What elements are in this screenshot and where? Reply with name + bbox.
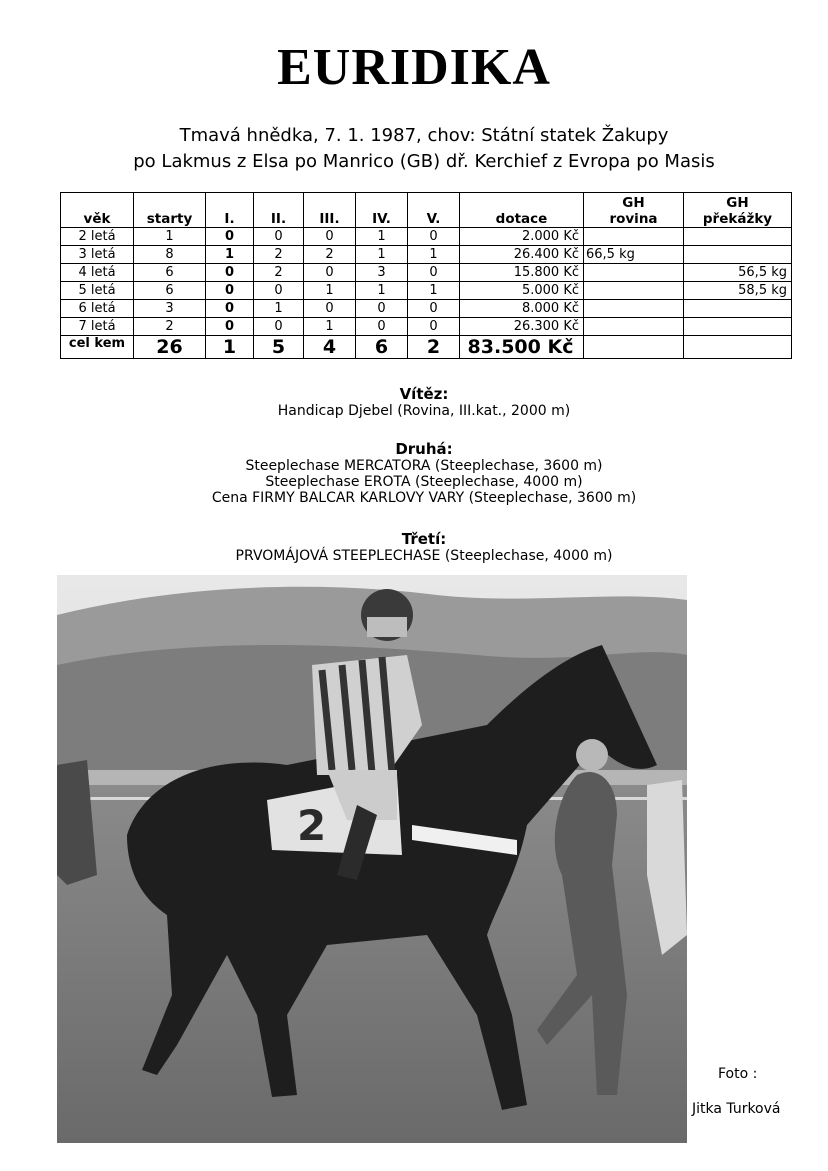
cell-gh-flat <box>584 282 684 300</box>
subtitle-pedigree: po Lakmus z Elsa po Manrico (GB) dř. Kerchief z Evropa po Masis <box>133 151 715 172</box>
cell-p4: 0 <box>356 300 408 318</box>
cell-p4: 0 <box>356 318 408 336</box>
cell-p3: 4 <box>304 336 356 359</box>
table-header <box>61 193 792 228</box>
cell-p3: 1 <box>304 282 356 300</box>
header-gh-flat <box>584 193 684 228</box>
second-race-1: Steeplechase MERCATORA (Steeplechase, 3600 m) <box>245 458 603 474</box>
cell-p2: 2 <box>254 246 304 264</box>
cell-prize: 26.300 Kč <box>460 318 584 336</box>
cell-p1: 1 <box>206 246 254 264</box>
cell-gh-flat: 66,5 kg <box>584 246 684 264</box>
cell-p5: 1 <box>408 246 460 264</box>
photo-credit-author: Jitka Turková <box>692 1101 781 1117</box>
third-section <box>0 530 828 564</box>
cell-age: 5 letá <box>61 282 134 300</box>
cell-p3: 0 <box>304 300 356 318</box>
cell-p1: 0 <box>206 264 254 282</box>
table-row <box>61 264 792 282</box>
second-heading: Druhá: <box>395 440 453 458</box>
horse-photo <box>57 575 687 1143</box>
cell-prize: 8.000 Kč <box>460 300 584 318</box>
cell-p5: 0 <box>408 300 460 318</box>
cell-p4: 1 <box>356 228 408 246</box>
cell-p5: 1 <box>408 282 460 300</box>
cell-p3: 0 <box>304 228 356 246</box>
cell-p2: 0 <box>254 318 304 336</box>
third-race-1: PRVOMÁJOVÁ STEEPLECHASE (Steeplechase, 4000 m) <box>235 548 613 564</box>
cell-gh-jump <box>684 228 792 246</box>
horse-photo-illustration <box>57 575 687 1143</box>
cell-gh-flat <box>584 336 684 359</box>
cell-p2: 5 <box>254 336 304 359</box>
cell-p4: 3 <box>356 264 408 282</box>
cell-p3: 0 <box>304 264 356 282</box>
cell-gh-flat <box>584 300 684 318</box>
cell-gh-jump: 58,5 kg <box>684 282 792 300</box>
table-row <box>61 246 792 264</box>
winner-heading: Vítěz: <box>399 385 449 403</box>
cell-starts: 1 <box>134 228 206 246</box>
cell-prize: 5.000 Kč <box>460 282 584 300</box>
table-total-row <box>61 336 792 359</box>
header-gh-jump <box>684 193 792 228</box>
cell-starts: 8 <box>134 246 206 264</box>
cell-p2: 1 <box>254 300 304 318</box>
second-race-3: Cena FIRMY BALCAR KARLOVY VARY (Steeplechase, 3600 m) <box>211 490 637 506</box>
cell-gh-flat <box>584 318 684 336</box>
cell-starts: 26 <box>134 336 206 359</box>
table-row <box>61 300 792 318</box>
cell-p5: 0 <box>408 228 460 246</box>
cell-p1: 0 <box>206 228 254 246</box>
horse-name: EURIDIKA <box>277 39 551 96</box>
cell-p5: 0 <box>408 318 460 336</box>
header-gh-jump-line1: GH <box>726 195 749 211</box>
winner-section <box>0 385 828 419</box>
table-row <box>61 228 792 246</box>
table-row <box>61 282 792 300</box>
cell-prize: 2.000 Kč <box>460 228 584 246</box>
header-gh-flat-line2: rovina <box>609 211 658 227</box>
cell-p4: 1 <box>356 282 408 300</box>
cell-age: 7 letá <box>61 318 134 336</box>
cell-p1: 0 <box>206 318 254 336</box>
header-starts: starty <box>134 193 206 228</box>
winner-race-1: Handicap Djebel (Rovina, III.kat., 2000 m) <box>277 403 571 419</box>
cell-age: 6 letá <box>61 300 134 318</box>
header-third: III. <box>304 193 356 228</box>
cell-p2: 0 <box>254 228 304 246</box>
header-gh-jump-line2: překážky <box>702 211 773 227</box>
cell-prize: 83.500 Kč <box>460 336 584 359</box>
cell-starts: 2 <box>134 318 206 336</box>
cell-prize: 26.400 Kč <box>460 246 584 264</box>
cell-gh-jump <box>684 336 792 359</box>
cell-p4: 6 <box>356 336 408 359</box>
cell-p1: 0 <box>206 300 254 318</box>
cell-p5: 2 <box>408 336 460 359</box>
cell-gh-flat <box>584 228 684 246</box>
third-heading: Třetí: <box>401 530 447 548</box>
cell-starts: 3 <box>134 300 206 318</box>
cell-p1: 0 <box>206 282 254 300</box>
race-stats-table <box>60 192 792 359</box>
second-section <box>0 440 828 506</box>
header-fifth: V. <box>408 193 460 228</box>
cell-p5: 0 <box>408 264 460 282</box>
cell-starts: 6 <box>134 264 206 282</box>
cell-gh-jump <box>684 300 792 318</box>
cell-gh-jump <box>684 318 792 336</box>
svg-text:2: 2 <box>297 801 327 850</box>
cell-age: cel kem <box>61 336 134 359</box>
cell-age: 2 letá <box>61 228 134 246</box>
header-prize: dotace <box>460 193 584 228</box>
cell-p2: 2 <box>254 264 304 282</box>
cell-starts: 6 <box>134 282 206 300</box>
cell-p1: 1 <box>206 336 254 359</box>
cell-p4: 1 <box>356 246 408 264</box>
cell-p3: 1 <box>304 318 356 336</box>
second-race-2: Steeplechase EROTA (Steeplechase, 4000 m) <box>265 474 583 490</box>
subtitle-breeding: Tmavá hnědka, 7. 1. 1987, chov: Státní statek Žakupy <box>179 125 669 146</box>
header-first: I. <box>206 193 254 228</box>
header-second: II. <box>254 193 304 228</box>
cell-gh-jump: 56,5 kg <box>684 264 792 282</box>
cell-age: 3 letá <box>61 246 134 264</box>
cell-prize: 15.800 Kč <box>460 264 584 282</box>
cell-age: 4 letá <box>61 264 134 282</box>
cell-p2: 0 <box>254 282 304 300</box>
header-gh-flat-line1: GH <box>622 195 645 211</box>
table-row <box>61 318 792 336</box>
header-fourth: IV. <box>356 193 408 228</box>
cell-gh-jump <box>684 246 792 264</box>
cell-p3: 2 <box>304 246 356 264</box>
cell-gh-flat <box>584 264 684 282</box>
photo-credit-label: Foto : <box>718 1066 758 1082</box>
header-age: věk <box>61 193 134 228</box>
